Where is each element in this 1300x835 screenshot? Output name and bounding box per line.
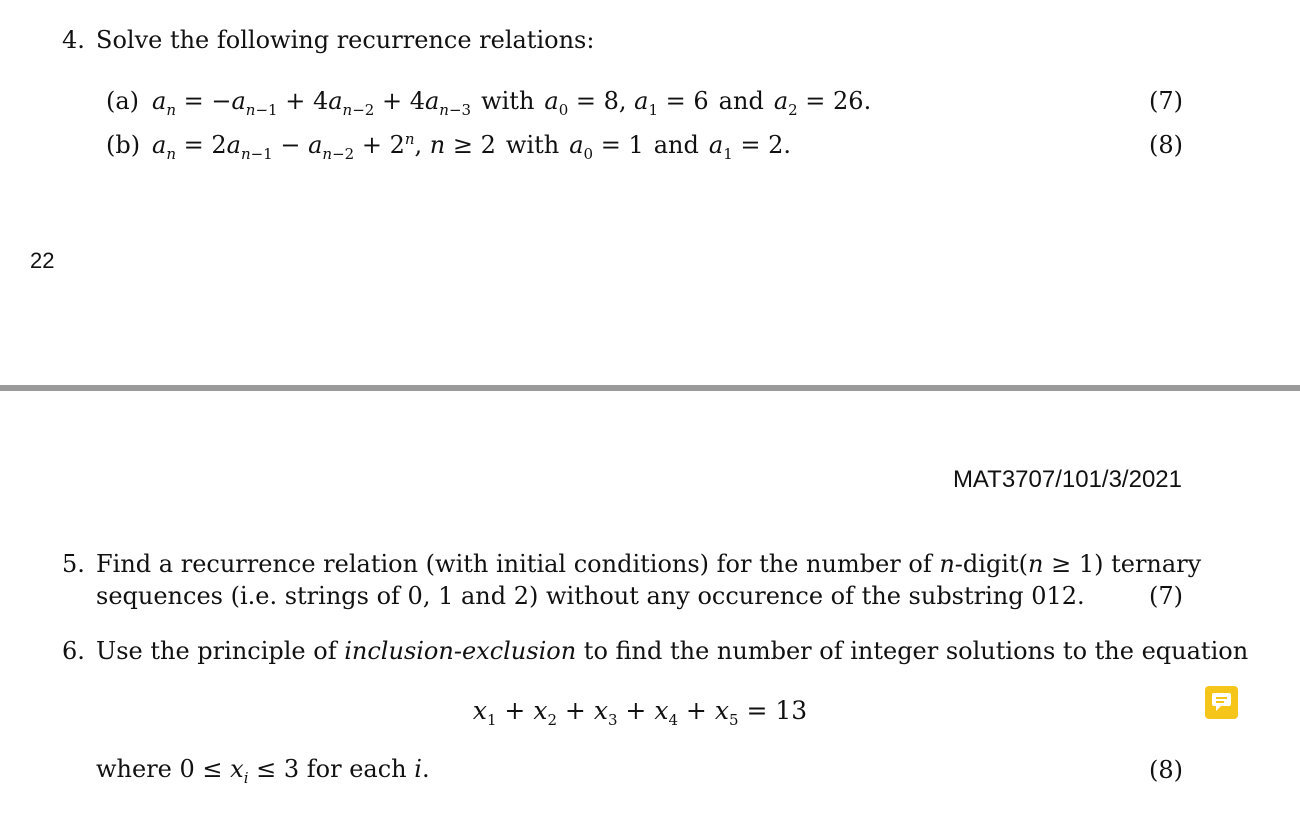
- comment-line: [1216, 697, 1227, 699]
- with-text: with: [505, 131, 560, 159]
- question-4: [62, 25, 594, 55]
- question-5-line2: sequences (i.e. strings of 0, 1 and 2) without any occurence of the substring 012.: [96, 582, 1085, 610]
- marks-4b: (8): [1149, 131, 1183, 159]
- and-text: and: [653, 131, 699, 159]
- recurrence-equation: $a_n = 2a_{n-1} - a_{n-2} + 2^n$, n ≥ 2: [152, 130, 496, 163]
- question-6: [62, 635, 1248, 667]
- comment-line: [1216, 701, 1224, 703]
- question-number: 6.: [62, 637, 85, 665]
- question-number: 5.: [62, 550, 85, 578]
- page-top: [0, 0, 1300, 386]
- question-text-line1-end: ternary: [1103, 550, 1202, 578]
- initial-conditions: $a_0 = 1$: [569, 131, 644, 163]
- question-number: 4.: [62, 26, 85, 54]
- where-text: where: [96, 755, 180, 783]
- last-condition: $a_1 = 2$.: [708, 131, 791, 163]
- question-4a: [106, 86, 872, 119]
- marks-6: (8): [1149, 756, 1183, 784]
- question-4b: [106, 130, 791, 163]
- question-text-line1: Find a recurrence relation (with initial conditions) for the number of: [96, 550, 940, 578]
- page-number: 22: [30, 248, 55, 273]
- part-label: (b): [106, 131, 141, 159]
- comment-icon[interactable]: [1205, 686, 1238, 719]
- recurrence-equation: $a_n = -a_{n-1} + 4a_{n-2} + 4a_{n-3}$: [152, 87, 472, 119]
- for-each-text: for each: [299, 755, 415, 783]
- question-5: 5. Find a recurrence relation (with initial conditions) for the number of n-digit(n ≥ 1) ternary: [62, 550, 1202, 578]
- question-text-end: to find the number of integer solutions to the equation: [576, 637, 1249, 665]
- part-label: (a): [106, 87, 140, 115]
- emphasis-text: inclusion-exclusion: [344, 637, 577, 665]
- with-text: with: [481, 87, 535, 115]
- initial-conditions: $a_0 = 8$, $a_1 = 6$: [544, 87, 709, 119]
- marks-4a: (7): [1149, 87, 1183, 115]
- course-code: MAT3707/101/3/2021: [952, 466, 1182, 493]
- question-text-start: Use the principle of: [96, 637, 345, 665]
- question-text: Solve the following recurrence relations:: [96, 26, 595, 54]
- comment-bubble-icon: [1212, 693, 1231, 706]
- last-condition: $a_2 = 26$.: [773, 87, 872, 119]
- display-equation: $x_1 + x_2 + x_3 + x_4 + x_5 = 13$: [472, 696, 808, 729]
- where-clause: where $0 \le x_i \le 3$ for each i.: [96, 755, 430, 787]
- marks-5: (7): [1149, 582, 1183, 610]
- and-text: and: [718, 87, 764, 115]
